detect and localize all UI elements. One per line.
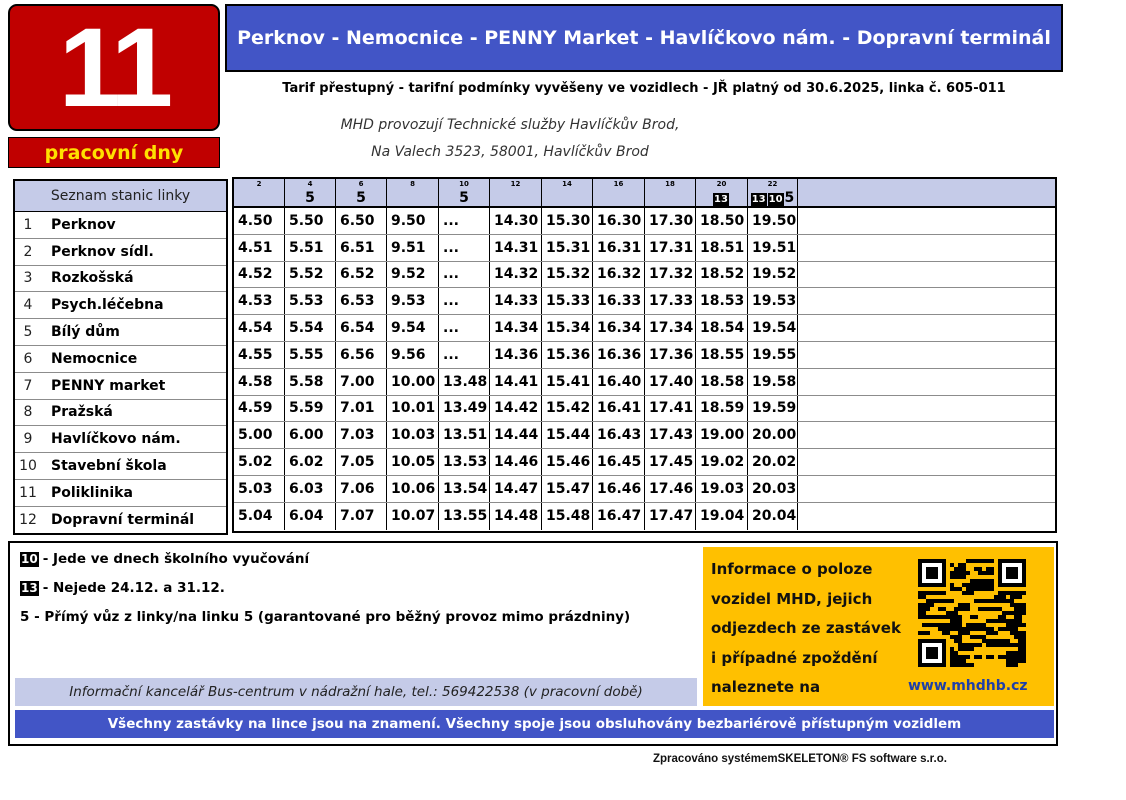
station-name: Havlíčkovo nám. [51, 431, 181, 448]
trip-number: 4 [307, 180, 313, 188]
departure-time: 5.00 [234, 422, 285, 448]
departure-time: ... [439, 235, 490, 261]
software-credit: Zpracováno systémemSKELETON® FS software s.r.o. [653, 753, 947, 765]
departure-time: 13.51 [439, 422, 490, 448]
departure-time: 19.58 [748, 369, 798, 395]
station-index: 7 [23, 377, 33, 394]
trip-number: 16 [613, 180, 624, 188]
trip-note [439, 190, 489, 206]
departure-time: 6.02 [285, 449, 336, 475]
departure-time: 10.07 [387, 503, 439, 530]
departure-time: 15.47 [542, 476, 593, 502]
departure-time: 6.50 [336, 208, 387, 234]
departure-time: 4.53 [234, 288, 285, 314]
office-info: Informační kancelář Bus-centrum v nádražní hale, tel.: 569422538 (v pracovní době) [15, 678, 697, 706]
departure-time: 9.52 [387, 262, 439, 288]
departure-time: 20.04 [748, 503, 798, 530]
station-name: Pražská [51, 404, 113, 421]
departure-time: 17.43 [645, 422, 696, 448]
info-line: i případné zpoždění [711, 648, 878, 667]
trip-number: 2 [256, 180, 262, 188]
trip-note-text: 5 [305, 190, 315, 206]
station-row [15, 292, 226, 319]
departure-time: 4.54 [234, 315, 285, 341]
departure-time: 5.54 [285, 315, 336, 341]
line-number-badge [8, 4, 220, 131]
departure-time: 5.52 [285, 262, 336, 288]
departure-time: 18.52 [696, 262, 748, 288]
departure-time: 14.30 [490, 208, 542, 234]
station-index: 8 [23, 404, 33, 421]
departure-time: 14.36 [490, 342, 542, 368]
trip-header [748, 179, 798, 206]
station-name: Psych.léčebna [51, 297, 164, 314]
departure-time: 15.46 [542, 449, 593, 475]
station-index: 12 [19, 512, 37, 529]
trip-number: 20 [716, 180, 727, 188]
station-index: 6 [23, 350, 33, 367]
departure-time: 19.04 [696, 503, 748, 530]
trip-header [285, 179, 336, 206]
departure-time: 14.32 [490, 262, 542, 288]
departure-time: 19.02 [696, 449, 748, 475]
station-index: 11 [19, 484, 37, 501]
departure-time: 16.30 [593, 208, 645, 234]
departure-time: 18.54 [696, 315, 748, 341]
departure-time: 20.03 [748, 476, 798, 502]
departure-time: 19.54 [748, 315, 798, 341]
times-row [234, 342, 1055, 369]
station-name: Bílý dům [51, 324, 120, 341]
legend-holiday-text: - Nejede 24.12. a 31.12. [42, 580, 225, 596]
departure-time: 17.46 [645, 476, 696, 502]
school-day-badge: 10 [21, 551, 38, 566]
departure-time: 16.36 [593, 342, 645, 368]
station-index: 10 [19, 458, 37, 475]
departure-time: 13.48 [439, 369, 490, 395]
trip-header [593, 179, 645, 206]
departure-time: 18.58 [696, 369, 748, 395]
departure-time: 15.36 [542, 342, 593, 368]
trip-header [696, 179, 748, 206]
departure-time: 10.06 [387, 476, 439, 502]
departure-time: 10.00 [387, 369, 439, 395]
trip-header [234, 179, 285, 206]
departure-time: 6.53 [336, 288, 387, 314]
station-name: Perknov [51, 216, 116, 233]
departure-time: 6.56 [336, 342, 387, 368]
qr-code-icon[interactable] [918, 559, 1026, 667]
station-row [15, 373, 226, 400]
info-line: Informace o poloze [711, 560, 873, 578]
station-name: Stavební škola [51, 458, 167, 475]
departure-time: 9.54 [387, 315, 439, 341]
operator-line-2: Na Valech 3523, 58001, Havlíčkův Brod [371, 144, 649, 160]
station-row [15, 400, 226, 427]
departure-time: ... [439, 208, 490, 234]
departure-time: 13.54 [439, 476, 490, 502]
realtime-info-box [703, 547, 1054, 706]
departure-time: 7.07 [336, 503, 387, 530]
departure-time: 19.51 [748, 235, 798, 261]
info-line: naleznete na [711, 678, 821, 696]
departure-time: 17.30 [645, 208, 696, 234]
departure-time: 7.06 [336, 476, 387, 502]
trip-badge: 13 [751, 194, 766, 205]
departure-time: 19.03 [696, 476, 748, 502]
departure-time: 4.50 [234, 208, 285, 234]
departure-time: 16.31 [593, 235, 645, 261]
departure-time: 7.01 [336, 396, 387, 422]
departure-time: 16.43 [593, 422, 645, 448]
departure-time: 15.44 [542, 422, 593, 448]
trip-header-row [234, 179, 1055, 208]
station-index: 4 [23, 297, 33, 314]
departure-time: ... [439, 288, 490, 314]
departure-time: 15.32 [542, 262, 593, 288]
station-index: 5 [23, 324, 33, 341]
departure-time: 4.52 [234, 262, 285, 288]
departure-time: 14.46 [490, 449, 542, 475]
station-name: Perknov sídl. [51, 243, 154, 260]
legend-school [20, 551, 309, 567]
departure-time: 5.59 [285, 396, 336, 422]
departure-time: 13.55 [439, 503, 490, 530]
station-row [15, 453, 226, 480]
departure-time: 6.04 [285, 503, 336, 530]
departure-time: 17.33 [645, 288, 696, 314]
departure-time: 5.55 [285, 342, 336, 368]
departure-time: 10.01 [387, 396, 439, 422]
departure-time: 19.00 [696, 422, 748, 448]
departure-time: 18.51 [696, 235, 748, 261]
departure-time: ... [439, 342, 490, 368]
station-name: Dopravní terminál [51, 512, 195, 529]
departure-time: 5.53 [285, 288, 336, 314]
times-row [234, 369, 1055, 396]
station-row [15, 239, 226, 266]
departure-time: 14.31 [490, 235, 542, 261]
departure-time: 16.32 [593, 262, 645, 288]
station-row [15, 346, 226, 373]
departure-time: 13.53 [439, 449, 490, 475]
departure-time: 16.33 [593, 288, 645, 314]
trip-badge: 10 [768, 194, 783, 205]
departure-time: 4.51 [234, 235, 285, 261]
departure-time: 9.56 [387, 342, 439, 368]
info-line: vozidel MHD, jejich [711, 589, 873, 608]
station-name: PENNY market [51, 377, 166, 394]
trip-note [696, 190, 747, 206]
station-row [15, 480, 226, 507]
tariff-info: Tarif přestupný - tarifní podmínky vyvěšeny ve vozidlech - JŘ platný od 30.6.2025, linka č. 605-011 [282, 81, 1006, 96]
departure-time: 15.42 [542, 396, 593, 422]
website-link[interactable]: www.mhdhb.cz [908, 678, 1028, 694]
departure-time: 14.44 [490, 422, 542, 448]
departure-time: 20.02 [748, 449, 798, 475]
trip-header [439, 179, 490, 206]
departure-time: 17.32 [645, 262, 696, 288]
station-row [15, 266, 226, 293]
departure-time: 15.34 [542, 315, 593, 341]
departure-time: 19.50 [748, 208, 798, 234]
trip-number: 14 [562, 180, 572, 188]
times-rows [234, 208, 1055, 530]
info-line: odjezdech ze zastávek [711, 619, 901, 637]
trip-header [645, 179, 696, 206]
departure-time: 6.52 [336, 262, 387, 288]
departure-time: 5.50 [285, 208, 336, 234]
departure-time: 18.59 [696, 396, 748, 422]
trip-number: 8 [410, 180, 415, 188]
times-row [234, 262, 1055, 289]
legend-school-text: - Jede ve dnech školního vyučování [42, 551, 310, 567]
station-name: Nemocnice [51, 350, 138, 367]
departure-time: 14.41 [490, 369, 542, 395]
trip-number: 12 [510, 180, 521, 188]
times-row [234, 449, 1055, 476]
departure-time: 7.03 [336, 422, 387, 448]
departure-time: 15.30 [542, 208, 593, 234]
trip-header [490, 179, 542, 206]
operating-days: pracovní dny [8, 137, 220, 168]
trip-note-text: 5 [784, 190, 795, 206]
departure-time: 15.33 [542, 288, 593, 314]
departure-time: 17.31 [645, 235, 696, 261]
route-title: Perknov - Nemocnice - PENNY Market - Havlíčkovo nám. - Dopravní terminál [225, 4, 1063, 72]
station-row [15, 319, 226, 346]
departure-time: 9.50 [387, 208, 439, 234]
timetable-grid [232, 177, 1057, 533]
station-row [15, 212, 226, 239]
departure-time: 15.31 [542, 235, 593, 261]
departure-time: 17.40 [645, 369, 696, 395]
departure-time: 19.52 [748, 262, 798, 288]
departure-time: ... [439, 315, 490, 341]
departure-time: 14.34 [490, 315, 542, 341]
realtime-info-text [711, 555, 911, 703]
departure-time: 10.05 [387, 449, 439, 475]
departure-time: 17.47 [645, 503, 696, 530]
departure-time: 4.55 [234, 342, 285, 368]
departure-time: 16.46 [593, 476, 645, 502]
departure-time: 17.36 [645, 342, 696, 368]
departure-time: 16.41 [593, 396, 645, 422]
station-index: 9 [23, 431, 33, 448]
departure-time: 17.34 [645, 315, 696, 341]
departure-time: 17.41 [645, 396, 696, 422]
times-row [234, 476, 1055, 503]
trip-number: 22 [767, 180, 778, 188]
trip-header [387, 179, 439, 206]
trip-note [285, 190, 335, 206]
departure-time: 16.34 [593, 315, 645, 341]
holiday-badge: 13 [21, 580, 38, 595]
times-row [234, 208, 1055, 235]
line-number: 11 [58, 4, 170, 130]
departure-time: 5.51 [285, 235, 336, 261]
station-row [15, 426, 226, 453]
trip-number: 18 [665, 180, 675, 188]
station-row [15, 507, 226, 534]
departure-time: 5.02 [234, 449, 285, 475]
station-index: 2 [23, 243, 33, 260]
departure-time: 18.53 [696, 288, 748, 314]
departure-time: 6.00 [285, 422, 336, 448]
departure-time: 6.54 [336, 315, 387, 341]
trip-number: 10 [459, 180, 469, 188]
station-list [13, 179, 228, 535]
departure-time: 14.33 [490, 288, 542, 314]
departure-time: 15.41 [542, 369, 593, 395]
departure-time: 10.03 [387, 422, 439, 448]
station-rows [15, 212, 226, 534]
departure-time: 14.42 [490, 396, 542, 422]
departure-time: 5.03 [234, 476, 285, 502]
departure-time: ... [439, 262, 490, 288]
departure-time: 19.55 [748, 342, 798, 368]
departure-time: 19.53 [748, 288, 798, 314]
departure-time: 13.49 [439, 396, 490, 422]
station-name: Poliklinika [51, 484, 133, 501]
times-row [234, 396, 1055, 423]
station-name: Rozkošská [51, 270, 134, 287]
departure-time: 6.51 [336, 235, 387, 261]
times-row [234, 315, 1055, 342]
departure-time: 4.58 [234, 369, 285, 395]
trip-note [748, 190, 797, 206]
times-row [234, 288, 1055, 315]
trip-badge: 13 [714, 194, 728, 205]
departure-time: 4.59 [234, 396, 285, 422]
departure-time: 18.55 [696, 342, 748, 368]
departure-time: 5.58 [285, 369, 336, 395]
times-row [234, 503, 1055, 530]
departure-time: 16.45 [593, 449, 645, 475]
departure-time: 15.48 [542, 503, 593, 530]
notes-box [8, 541, 1058, 746]
departure-time: 20.00 [748, 422, 798, 448]
departure-time: 19.59 [748, 396, 798, 422]
times-row [234, 422, 1055, 449]
station-index: 3 [23, 270, 33, 287]
departure-time: 7.00 [336, 369, 387, 395]
departure-time: 9.51 [387, 235, 439, 261]
times-row [234, 235, 1055, 262]
trip-header [542, 179, 593, 206]
legend-direct: 5 - Přímý vůz z linky/na linku 5 (garantované pro běžný provoz mimo prázdniny) [20, 609, 631, 625]
trip-note-text: 5 [459, 190, 469, 206]
trip-header [336, 179, 387, 206]
operator-line-1: MHD provozují Technické služby Havlíčkův Brod, [340, 117, 680, 133]
departure-time: 5.04 [234, 503, 285, 530]
departure-time: 7.05 [336, 449, 387, 475]
departure-time: 16.47 [593, 503, 645, 530]
trip-number: 6 [358, 180, 364, 188]
station-index: 1 [23, 216, 33, 233]
departure-time: 9.53 [387, 288, 439, 314]
departure-time: 6.03 [285, 476, 336, 502]
legend-holiday [20, 580, 225, 596]
departure-time: 18.50 [696, 208, 748, 234]
departure-time: 14.47 [490, 476, 542, 502]
trip-note-text: 5 [356, 190, 366, 206]
station-list-header: Seznam stanic linky [15, 181, 226, 212]
departure-time: 16.40 [593, 369, 645, 395]
departure-time: 17.45 [645, 449, 696, 475]
accessibility-banner: Všechny zastávky na lince jsou na znamení. Všechny spoje jsou obsluhovány bezbariérově přístupným vozidlem [15, 710, 1054, 738]
departure-time: 14.48 [490, 503, 542, 530]
trip-note [336, 190, 386, 206]
